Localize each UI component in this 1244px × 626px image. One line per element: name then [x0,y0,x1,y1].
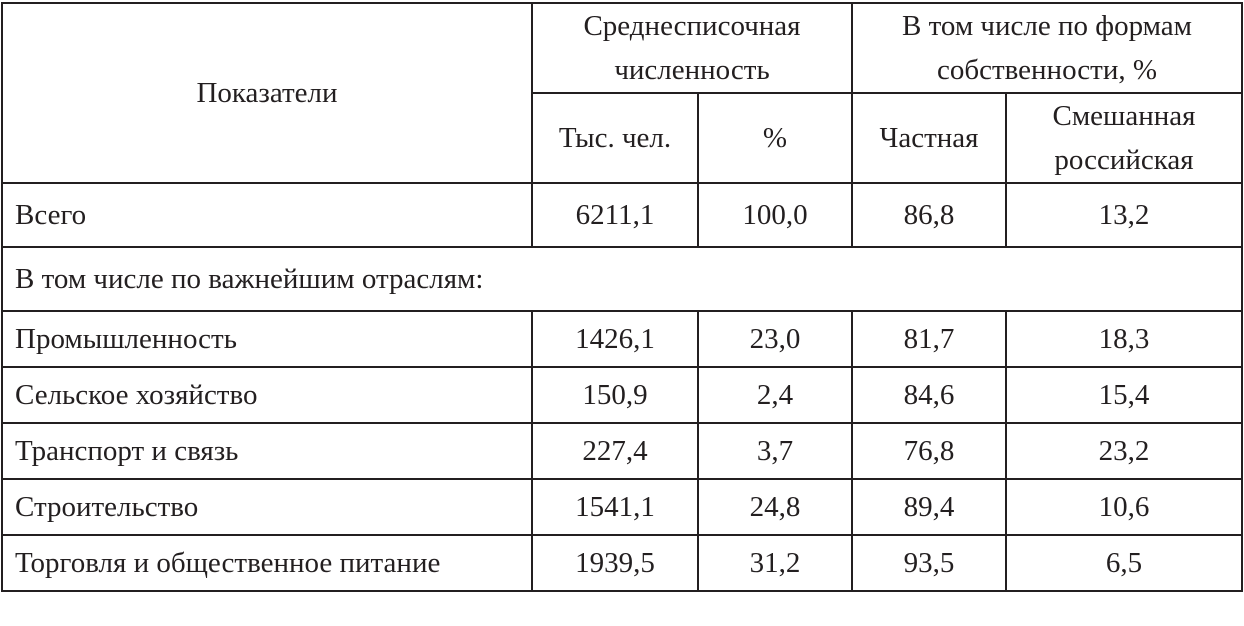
cell-thousand: 6211,1 [532,183,698,247]
table-row [2,367,1242,423]
cell-percent: 2,4 [698,367,852,423]
cell-private: 84,6 [852,367,1006,423]
cell-percent: 3,7 [698,423,852,479]
cell-thousand: 150,9 [532,367,698,423]
table-row [2,423,1242,479]
header-avg-headcount: Среднесписочная численность [532,3,852,93]
cell-percent: 24,8 [698,479,852,535]
cell-thousand: 1939,5 [532,535,698,591]
header-row-1 [2,3,1242,93]
section-row [2,247,1242,311]
header-mixed-russian: Смешанная российская [1006,93,1242,183]
cell-private: 86,8 [852,183,1006,247]
employment-table [1,2,1243,592]
cell-private: 89,4 [852,479,1006,535]
cell-private: 93,5 [852,535,1006,591]
cell-thousand: 227,4 [532,423,698,479]
table-row [2,311,1242,367]
header-ownership: В том числе по формам собственности, % [852,3,1242,93]
cell-mixed: 15,4 [1006,367,1242,423]
row-label: Промышленность [2,311,532,367]
header-thousand-people: Тыс. чел. [532,93,698,183]
cell-mixed: 10,6 [1006,479,1242,535]
cell-mixed: 23,2 [1006,423,1242,479]
row-label: Строительство [2,479,532,535]
section-label: В том числе по важнейшим отраслям: [2,247,1242,311]
header-percent: % [698,93,852,183]
table-row [2,535,1242,591]
cell-mixed: 6,5 [1006,535,1242,591]
cell-percent: 23,0 [698,311,852,367]
cell-thousand: 1426,1 [532,311,698,367]
row-label: Всего [2,183,532,247]
row-label: Сельское хозяйство [2,367,532,423]
cell-private: 76,8 [852,423,1006,479]
row-label: Транспорт и связь [2,423,532,479]
table-row-total [2,183,1242,247]
cell-mixed: 18,3 [1006,311,1242,367]
header-private: Частная [852,93,1006,183]
cell-thousand: 1541,1 [532,479,698,535]
header-indicators: Показатели [2,3,532,183]
cell-percent: 100,0 [698,183,852,247]
cell-private: 81,7 [852,311,1006,367]
row-label: Торговля и общественное питание [2,535,532,591]
cell-mixed: 13,2 [1006,183,1242,247]
cell-percent: 31,2 [698,535,852,591]
table-row [2,479,1242,535]
